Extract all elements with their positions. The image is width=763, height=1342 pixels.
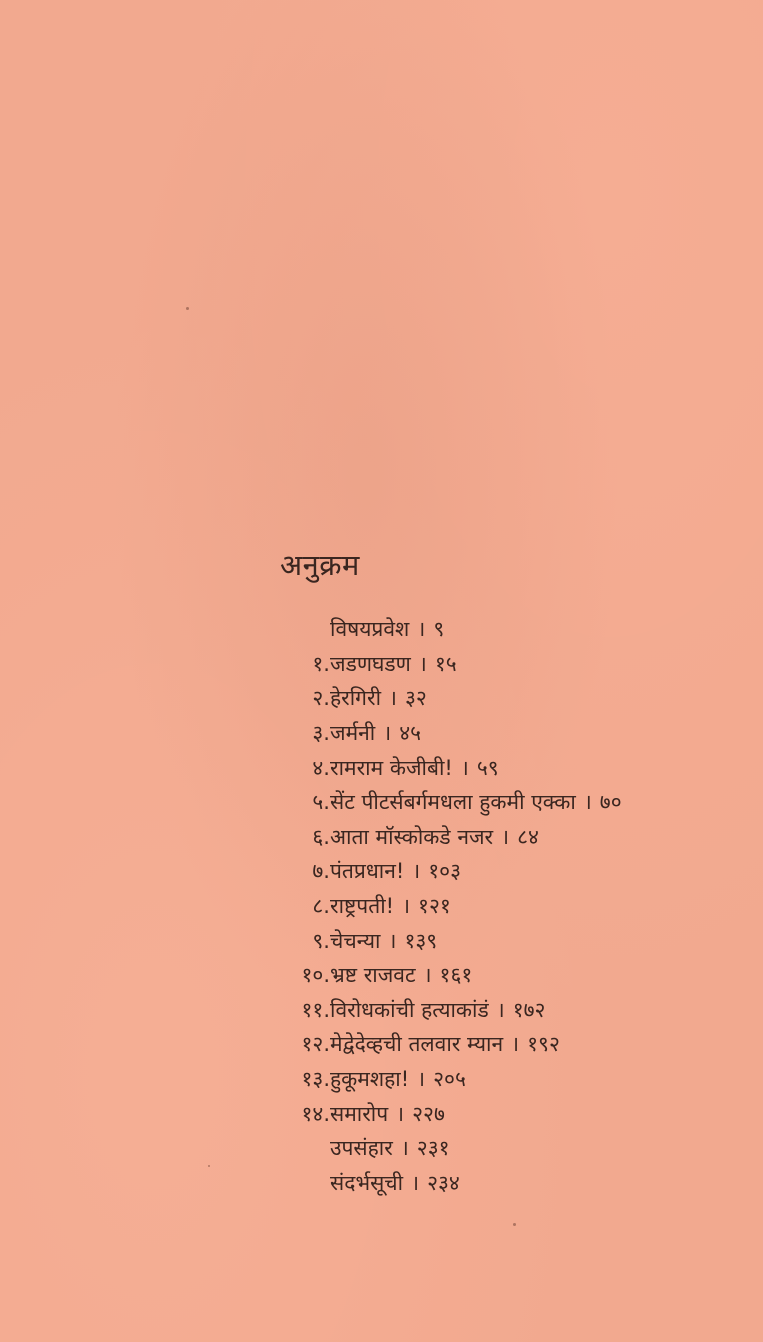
- entry-page-number: १३९: [404, 928, 438, 953]
- entry-separator: ।: [418, 651, 427, 676]
- entry-number: ५.: [312, 790, 330, 815]
- entry-title: भ्रष्ट राजवट: [330, 963, 416, 988]
- entry-page-number: ४५: [399, 721, 422, 746]
- entry-title: समारोप: [330, 1101, 389, 1126]
- entry-separator: ।: [389, 686, 397, 711]
- toc-entry: [280, 1027, 622, 1062]
- entry-separator: ।: [396, 1101, 405, 1126]
- entry-title: चेचन्या: [330, 928, 381, 953]
- toc-entry: [280, 612, 622, 647]
- entry-number: १४.: [301, 1101, 330, 1126]
- entry-number: ८.: [312, 894, 330, 919]
- entry-page-number: २३१: [416, 1136, 450, 1161]
- toc-entry: [280, 993, 622, 1028]
- entry-title: हेरगिरी: [330, 686, 382, 711]
- entry-separator: ।: [383, 721, 392, 746]
- entry-separator: ।: [583, 790, 592, 815]
- entry-page-number: १५: [434, 651, 457, 676]
- entry-separator: ।: [402, 894, 411, 919]
- entry-separator: ।: [400, 1136, 409, 1161]
- entry-title: जडणघडण: [330, 651, 411, 676]
- entry-title: जर्मनी: [330, 721, 376, 746]
- entry-separator: ।: [411, 1170, 420, 1195]
- entry-number: १३.: [301, 1067, 330, 1092]
- paper-speck: [186, 307, 189, 310]
- entry-page-number: २०५: [433, 1067, 466, 1092]
- entry-page-number: ८४: [517, 824, 539, 849]
- entry-page-number: ७०: [599, 790, 622, 815]
- toc-entry: [280, 1062, 622, 1097]
- entry-number: ९.: [312, 928, 330, 953]
- entry-number: १०.: [301, 963, 330, 988]
- entry-page-number: २२७: [412, 1101, 445, 1126]
- entry-title: मेद्वेदेव्हची तलवार म्यान: [330, 1032, 504, 1057]
- entry-title: पंतप्रधान!: [330, 859, 405, 884]
- entry-separator: ।: [501, 824, 510, 849]
- entry-separator: ।: [423, 963, 432, 988]
- toc-entry: [280, 820, 622, 855]
- entry-title: सेंट पीटर्सबर्गमधला हुकमी एक्का: [330, 790, 576, 815]
- entry-title: विषयप्रवेश: [330, 617, 410, 642]
- toc-entry: [280, 854, 622, 889]
- toc-entry: [280, 1131, 622, 1166]
- entry-title: विरोधकांची हत्याकांडं: [330, 997, 489, 1022]
- entry-number: ४.: [312, 755, 330, 780]
- entry-number: ११.: [301, 997, 330, 1022]
- entry-number: १.: [312, 651, 330, 676]
- entry-separator: ।: [417, 1067, 426, 1092]
- entry-page-number: २३४: [427, 1170, 460, 1195]
- toc-entry: [280, 958, 622, 993]
- entry-title: रामराम केजीबी!: [330, 755, 453, 780]
- entry-page-number: १६१: [439, 963, 473, 988]
- toc-entry: [280, 1166, 622, 1201]
- toc-entry: [280, 1096, 622, 1131]
- entry-page-number: १७२: [512, 997, 546, 1022]
- toc-entry: [280, 750, 622, 785]
- paper-speck: [208, 1165, 210, 1167]
- entry-title: उपसंहार: [330, 1136, 393, 1161]
- paper-speck: [513, 1223, 516, 1226]
- toc-list: [280, 612, 622, 1200]
- entry-separator: ।: [388, 928, 397, 953]
- entry-page-number: ५९: [476, 755, 499, 780]
- entry-separator: ।: [496, 997, 505, 1022]
- toc-entry: [280, 889, 622, 924]
- toc-entry: [280, 785, 622, 820]
- entry-page-number: १०३: [428, 859, 462, 884]
- entry-separator: ।: [417, 617, 426, 642]
- entry-page-number: ३२: [405, 686, 427, 711]
- entry-title: हुकूमशहा!: [330, 1067, 410, 1092]
- entry-separator: ।: [460, 755, 469, 780]
- toc-heading: अनुक्रम: [280, 548, 360, 582]
- entry-number: १२.: [301, 1032, 330, 1057]
- entry-page-number: १९२: [527, 1032, 560, 1057]
- entry-title: आता मॉस्कोकडे नजर: [330, 824, 494, 849]
- entry-separator: ।: [511, 1032, 520, 1057]
- entry-number: २.: [312, 686, 330, 711]
- entry-number: ६.: [312, 824, 330, 849]
- entry-number: ३.: [312, 721, 330, 746]
- toc-entry: [280, 716, 622, 751]
- entry-page-number: ९: [433, 617, 445, 642]
- entry-page-number: १२१: [418, 894, 451, 919]
- entry-separator: ।: [412, 859, 421, 884]
- entry-number: ७.: [312, 859, 330, 884]
- entry-title: संदर्भसूची: [330, 1170, 404, 1195]
- toc-entry: [280, 681, 622, 716]
- toc-entry: [280, 647, 622, 682]
- toc-entry: [280, 923, 622, 958]
- entry-title: राष्ट्रपती!: [330, 894, 395, 919]
